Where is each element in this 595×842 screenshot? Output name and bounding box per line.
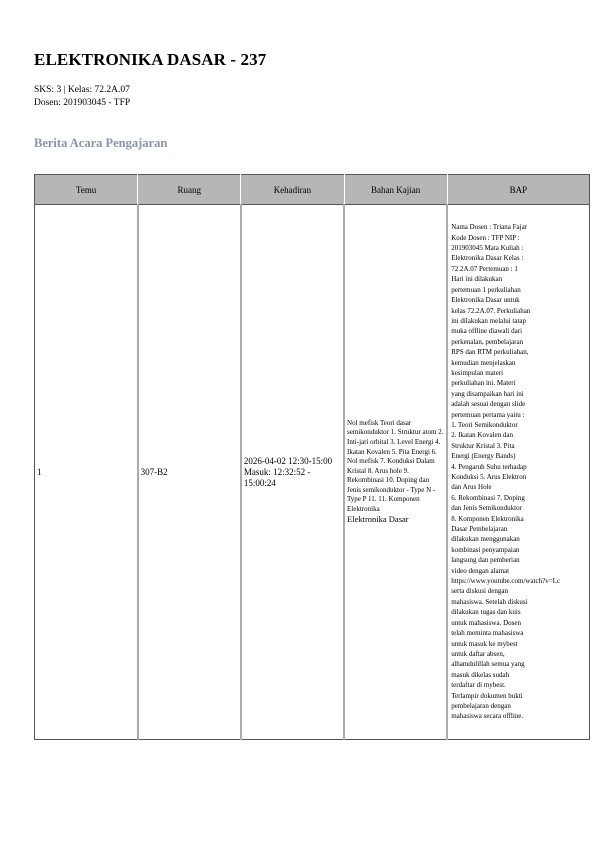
cell-temu: 1 [35,205,138,740]
column-header-temu: Temu [35,175,138,205]
bahan-kajian-tail: Elektronika Dasar [347,513,409,524]
course-sks-kelas: SKS: 3 | Kelas: 72.2A.07 [34,85,130,95]
column-header-bap: BAP [447,175,589,205]
table-header-row [35,175,590,205]
page-title: ELEKTRONIKA DASAR - 237 [34,50,267,69]
column-header-kehadiran: Kehadiran [241,175,344,205]
table-row [35,205,590,740]
section-title: Berita Acara Pengajaran [34,136,168,150]
bap-table [34,174,590,740]
column-header-ruang: Ruang [138,175,241,205]
cell-ruang: 307-B2 [138,205,241,740]
kehadiran-text: 2026-04-02 12:30-15:00 Masuk: 12:32:52 - 15:00:24 [243,455,333,488]
cell-bahan-kajian [344,205,447,740]
cell-kehadiran [241,205,344,740]
column-header-bahan-kajian: Bahan Kajian [344,175,447,205]
course-dosen: Dosen: 201903045 - TFP [34,98,131,108]
bahan-kajian-text: Nol mefisk Teori dasar semikonduktor 1. Struktur atom 2. Inti-jari orbital 3. Level Energi 4. Ikatan Kovalen 5. Pita Energi 6. Nol mefisk 7. Konduksi Dalam Kristal 8. Arus hole 9. Rekombinasi 10. Doping dan Jenis semikonduktor - Type N - Type P 11. 11. Komponen Elektronika [347,418,444,514]
cell-bap: Nama Dosen : Triana Fajar Kode Dosen : TFP NIP : 201903045 Mata Kuliah : Elektronika Dasar Kelas : 72.2A.07 Pertemuan : 1 Hari ini dilakukan pertemuan 1 perkuliahan Elektronika Dasar untuk kelas 72.2A.07. Perkuliahan ini dilakukan melalui tatap muka offline diawali dari perkenalan, pembelajaran RPS dan RTM perkuliahan, kemudian menjelaskan kesimpulan materi perkuliahan ini. Materi yang disampaikan hari ini adalah sesuai dengan slide pertemuan pertama yaitu : 1. Teori Semikonduktor 2. Ikatan Kovalen dan Struktur Kristal 3. Pita Energi (Energy Bands) 4. Pengaruh Suhu terhadap Konduksi 5. Arus Elektron dan Arus Hole 6. Rekombinasi 7. Doping dan Jenis Semikonduktor 8. Komponen Elektronika Dasar Pembelajaran dilakukan menggunakan kombinasi penyampaian langsung dan pemberian video dengan alamat https://www.youtube.com/watch?v=Lc serta diskusi dengan mahasiswa. Setelah diskusi dilakukan tugas dan kuis untuk mahasiswa. Dosen telah meminta mahasiswa untuk masuk ke mybest untuk daftar absen, alhamdulillah semua yang masuk dikelas sudah terdaftar di mybest. Terlampir dokumen bukti pembelajaran dengan mahasiswa secara offline. [447,205,589,740]
